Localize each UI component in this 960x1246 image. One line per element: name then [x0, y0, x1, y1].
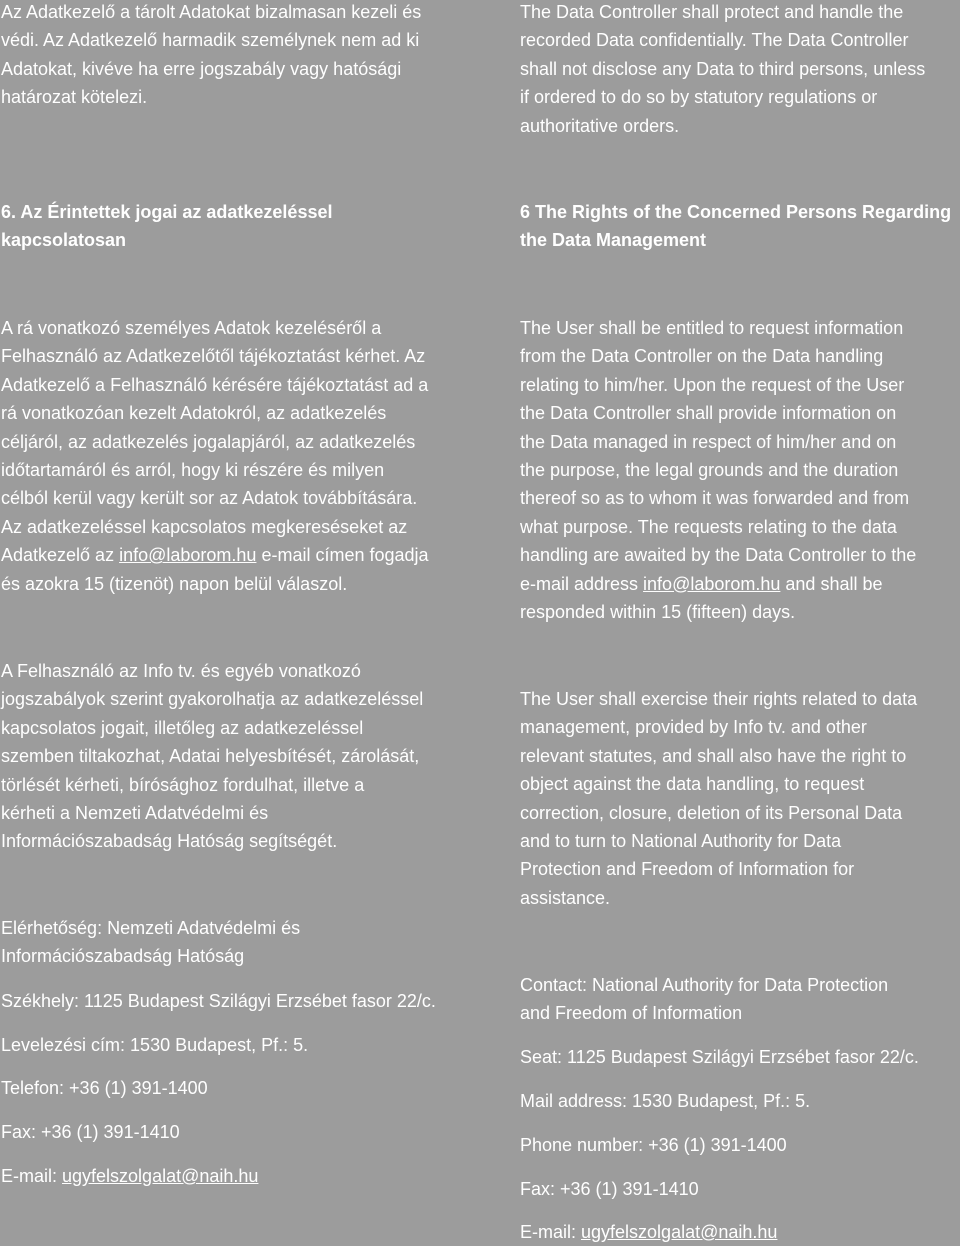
contact-email-link[interactable]: ugyfelszolgalat@naih.hu: [62, 1166, 259, 1186]
email-line: [1, 1162, 479, 1190]
rights-paragraph: [520, 314, 960, 626]
hungarian-column: [1, 0, 479, 1245]
email-link[interactable]: info@laborom.hu: [643, 573, 781, 594]
phone-number: Telefon: +36 (1) 391-1400: [1, 1078, 208, 1098]
phone-number: Phone number: +36 (1) 391-1400: [520, 1135, 787, 1155]
email-label: E-mail:: [520, 1222, 582, 1242]
exercise-rights-paragraph: A Felhasználó az Info tv. és egyéb vonatkozó jogszabályok szerint gyakorolhatja az adatkezeléssel kapcsolatos jogait, illetőleg az adatkezeléssel szemben tiltakozhat, Adatai helyesbítését, zárolását, törlését kérheti, bírósághoz fordulhat, illetve a kérheti a Nemzeti Adatvédelmi és Információszabadság Hatóság segítségét.: [1, 661, 424, 852]
fax-number: Fax: +36 (1) 391-1410: [1, 1122, 180, 1142]
rights-text-part-2: and shall be responded within 15 (fifteen) days.: [520, 573, 883, 623]
rights-text-part-1: A rá vonatkozó személyes Adatok kezeléséről a Felhasználó az Adatkezelőtől tájékoztatást kérhet. Az Adatkezelő a Felhasználó kérésére tájékoztatást ad a rá vonatkozóan kezelt Adatokról, az adatkezelés céljáról, az adatkezelés jogalapjáról, az adatkezelés időtartamáról és arról, hogy ki részére és milyen célból kerül vagy került sor az Adatok továbbítására. Az adatkezeléssel kapcsolatos megkereséseket az Adatkezelő az: [1, 318, 429, 566]
section-heading: 6. Az Érintettek jogai az adatkezeléssel kapcsolatosan: [1, 202, 333, 251]
seat-address: Seat: 1125 Budapest Szilágyi Erzsébet fasor 22/c.: [520, 1047, 919, 1067]
seat-address: Székhely: 1125 Budapest Szilágyi Erzsébet fasor 22/c.: [1, 991, 436, 1011]
mailing-address: Levelezési cím: 1530 Budapest, Pf.: 5.: [1, 1035, 309, 1055]
mailing-address: Mail address: 1530 Budapest, Pf.: 5.: [520, 1091, 811, 1111]
intro-paragraph: Az Adatkezelő a tárolt Adatokat bizalmasan kezeli és védi. Az Adatkezelő harmadik személynek nem ad ki Adatokat, kivéve ha erre jogszabály vagy hatósági határozat kötelezi.: [1, 2, 422, 108]
email-label: E-mail:: [1, 1166, 63, 1186]
fax-number: Fax: +36 (1) 391-1410: [520, 1179, 699, 1199]
email-line: [520, 1218, 960, 1246]
rights-text-part-1: The User shall be entitled to request information from the Data Controller on the Data handling relating to him/her. Upon the request of the User the Data Controller shall provide information on the Data managed in respect of him/her and on the purpose, the legal grounds and the duration thereof so as to whom it was forwarded and from what purpose. The requests relating to the data handling are awaited by the Data Controller to the e-mail address: [520, 318, 917, 594]
contact-heading: Elérhetőség: Nemzeti Adatvédelmi és Információszabadság Hatóság: [1, 918, 301, 967]
english-column: [520, 0, 960, 1245]
section-heading: 6 The Rights of the Concerned Persons Regarding the Data Management: [520, 202, 952, 251]
contact-email-link[interactable]: ugyfelszolgalat@naih.hu: [581, 1222, 778, 1242]
intro-paragraph: The Data Controller shall protect and handle the recorded Data confidentially. The Data Controller shall not disclose any Data to third persons, unless if ordered to do so by statutory regulations or authoritative orders.: [520, 2, 926, 136]
exercise-rights-paragraph: The User shall exercise their rights related to data management, provided by Info tv. and other relevant statutes, and shall also have the right to object against the data handling, to request correction, closure, deletion of its Personal Data and to turn to National Authority for Data Protection and Freedom of Information for assistance.: [520, 689, 918, 908]
rights-paragraph: [1, 314, 479, 598]
email-link[interactable]: info@laborom.hu: [119, 545, 257, 566]
rights-text-part-2: e-mail címen fogadja és azokra 15 (tizenöt) napon belül válaszol.: [1, 545, 429, 594]
contact-heading: Contact: National Authority for Data Protection and Freedom of Information: [520, 975, 889, 1024]
